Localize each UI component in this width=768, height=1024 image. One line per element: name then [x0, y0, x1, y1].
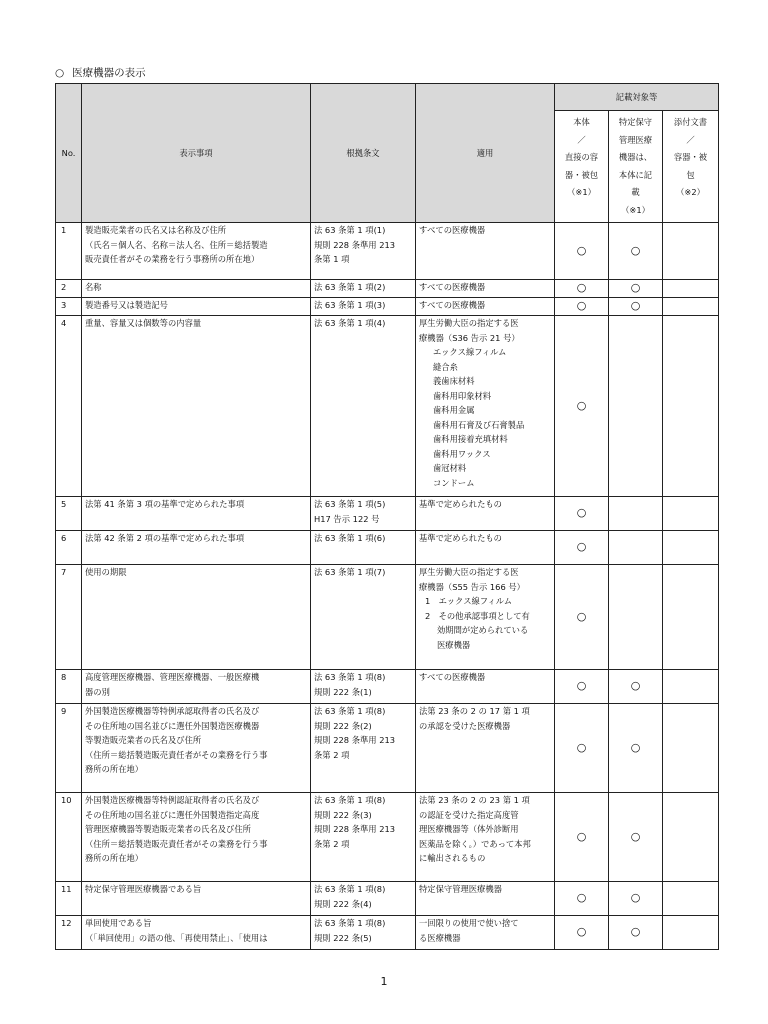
- cell-line: 管理医療機器等製造販売業者の氏名及び住所: [85, 824, 251, 834]
- row-number: 2: [56, 280, 82, 298]
- row-number: 10: [56, 793, 82, 882]
- display-item-cell: [82, 531, 311, 565]
- special-maintenance-mark: ○: [609, 223, 663, 280]
- display-item-cell: [82, 670, 311, 704]
- body-container-mark: ○: [555, 670, 609, 704]
- header-body-direct-container: [555, 111, 609, 223]
- cell-line: 一回限りの使用で使い捨て: [419, 918, 519, 928]
- special-maintenance-mark: ○: [609, 298, 663, 316]
- table-row: [56, 223, 719, 280]
- package-insert-mark: [663, 704, 719, 793]
- page-number: 1: [380, 975, 388, 988]
- body-container-mark: ○: [555, 497, 609, 531]
- cell-line: 規則 222 条(5): [314, 932, 372, 943]
- body-container-mark: ○: [555, 280, 609, 298]
- scope-cell: [416, 793, 555, 882]
- cell-line: 2 その他承認事項として有: [425, 610, 530, 621]
- legal-basis-cell: [311, 298, 416, 316]
- package-insert-mark: [663, 793, 719, 882]
- cell-line: 理医療機器等（体外診断用: [419, 824, 519, 834]
- display-item-cell: [82, 704, 311, 793]
- row-number: 1: [56, 223, 82, 280]
- row-number: 3: [56, 298, 82, 316]
- body-container-mark: ○: [555, 704, 609, 793]
- table-row: [56, 280, 719, 298]
- cell-line: 外国製造医療機器等特例認証取得者の氏名及び: [85, 795, 260, 805]
- body-container-mark: ○: [555, 223, 609, 280]
- cell-line: 包: [686, 169, 695, 180]
- cell-line: 医療機器: [437, 639, 471, 650]
- table-row: [56, 882, 719, 916]
- scope-cell: [416, 316, 555, 497]
- scope-cell: [416, 565, 555, 670]
- scope-cell: [416, 497, 555, 531]
- cell-line: 法 63 条第 1 項(8): [314, 918, 386, 928]
- cell-line: 重量、容量又は個数等の内容量: [85, 318, 202, 328]
- cell-line: すべての医療機器: [419, 282, 486, 292]
- cell-line: 器の別: [85, 686, 110, 697]
- body-container-mark: ○: [555, 565, 609, 670]
- display-item-cell: [82, 497, 311, 531]
- header-basis: 根拠条文: [311, 84, 416, 223]
- cell-line: 法第 23 条の 2 の 23 第 1 項: [419, 795, 530, 805]
- scope-cell: [416, 223, 555, 280]
- cell-line: 規則 228 条準用 213: [314, 239, 396, 250]
- cell-line: 療機器（S36 告示 21 号）: [419, 332, 520, 343]
- table-row: [56, 298, 719, 316]
- cell-line: の認証を受けた指定高度管: [419, 809, 519, 820]
- cell-line: 法 63 条第 1 項(1): [314, 225, 386, 235]
- display-item-cell: [82, 223, 311, 280]
- row-number: 8: [56, 670, 82, 704]
- cell-line: 使用の期限: [85, 567, 127, 577]
- special-maintenance-mark: ○: [609, 704, 663, 793]
- scope-cell: [416, 531, 555, 565]
- table-row: [56, 531, 719, 565]
- cell-line: 歯科用石膏及び石膏製品: [433, 419, 525, 430]
- table-row: [56, 565, 719, 670]
- cell-line: 基準で定められたもの: [419, 533, 502, 543]
- scope-cell: [416, 882, 555, 916]
- cell-line: 法第 42 条第 2 項の基準で定められた事項: [85, 533, 245, 543]
- body-container-mark: ○: [555, 882, 609, 916]
- legal-basis-cell: [311, 916, 416, 950]
- package-insert-mark: [663, 916, 719, 950]
- display-item-cell: [82, 793, 311, 882]
- cell-line: 歯冠材料: [433, 463, 467, 473]
- body-container-mark: ○: [555, 531, 609, 565]
- cell-line: 特定保守管理医療機器である旨: [85, 884, 202, 894]
- cell-line: 製造番号又は製造記号: [85, 300, 168, 310]
- cell-line: 法 63 条第 1 項(5): [314, 499, 386, 509]
- cell-line: 器・被包: [564, 169, 599, 180]
- cell-line: （※2）: [676, 187, 705, 197]
- cell-line: 厚生労働大臣の指定する医: [419, 567, 519, 577]
- cell-line: 規則 222 条(3): [314, 809, 372, 820]
- cell-line: 販売責任者がその業務を行う事務所の所在地）: [85, 254, 260, 264]
- cell-line: 条第 2 項: [314, 838, 350, 849]
- display-item-cell: [82, 565, 311, 670]
- cell-line: 機器は、: [618, 152, 653, 162]
- section-heading-text: 医療機器の表示: [72, 67, 146, 79]
- cell-line: 法 63 条第 1 項(2): [314, 282, 386, 292]
- header-special-maintenance: [609, 111, 663, 223]
- legal-basis-cell: [311, 316, 416, 497]
- cell-line: 法 63 条第 1 項(3): [314, 300, 386, 310]
- cell-line: その住所地の国名並びに選任外国製造指定高度: [85, 809, 260, 820]
- cell-line: （住所＝総括製造販売責任者がその業務を行う事: [85, 749, 268, 760]
- cell-line: 本体に記: [618, 169, 653, 180]
- scope-cell: [416, 704, 555, 793]
- body-container-mark: ○: [555, 316, 609, 497]
- section-heading: [55, 66, 146, 80]
- header-scope: 適用: [416, 84, 555, 223]
- display-item-cell: [82, 882, 311, 916]
- display-item-cell: [82, 916, 311, 950]
- cell-line: 歯科用接着充填材料: [433, 434, 508, 444]
- cell-line: 法第 41 条第 3 項の基準で定められた事項: [85, 499, 245, 509]
- cell-line: 1 エックス線フィルム: [425, 596, 513, 606]
- special-maintenance-mark: [609, 565, 663, 670]
- legal-basis-cell: [311, 704, 416, 793]
- cell-line: 法 63 条第 1 項(6): [314, 533, 386, 543]
- legal-basis-cell: [311, 882, 416, 916]
- cell-line: 法 63 条第 1 項(8): [314, 672, 386, 682]
- cell-line: 基準で定められたもの: [419, 499, 502, 509]
- table-row: [56, 316, 719, 497]
- cell-line: 務所の所在地）: [85, 853, 144, 863]
- table-row: [56, 497, 719, 531]
- special-maintenance-mark: ○: [609, 280, 663, 298]
- cell-line: 外国製造医療機器等特例承認取得者の氏名及び: [85, 706, 260, 716]
- row-number: 6: [56, 531, 82, 565]
- display-item-cell: [82, 280, 311, 298]
- cell-line: 務所の所在地）: [85, 764, 144, 774]
- cell-line: （※1）: [621, 204, 650, 215]
- package-insert-mark: [663, 280, 719, 298]
- cell-line: （住所＝総括製造販売責任者がその業務を行う事: [85, 838, 268, 849]
- legal-basis-cell: [311, 497, 416, 531]
- cell-line: ／: [577, 134, 586, 145]
- cell-line: 厚生労働大臣の指定する医: [419, 318, 519, 328]
- body-container-mark: ○: [555, 298, 609, 316]
- package-insert-mark: [663, 670, 719, 704]
- package-insert-mark: [663, 316, 719, 497]
- row-number: 12: [56, 916, 82, 950]
- legal-basis-cell: [311, 280, 416, 298]
- cell-line: 歯科用印象材料: [433, 390, 492, 401]
- cell-line: 容器・被: [673, 152, 708, 162]
- row-number: 7: [56, 565, 82, 670]
- cell-line: 高度管理医療機器、管理医療機器、一般医療機: [85, 672, 260, 682]
- table-row: [56, 670, 719, 704]
- cell-line: 規則 222 条(2): [314, 720, 372, 731]
- cell-line: 規則 228 条準用 213: [314, 824, 396, 834]
- special-maintenance-mark: ○: [609, 882, 663, 916]
- cell-line: 製造販売業者の氏名又は名称及び住所: [85, 225, 227, 235]
- header-package-insert: [663, 111, 719, 223]
- cell-line: その住所地の国名並びに選任外国製造医療機器: [85, 720, 260, 731]
- cell-line: 等製造販売業者の氏名及び住所: [85, 735, 202, 745]
- legal-basis-cell: [311, 223, 416, 280]
- cell-line: 法 63 条第 1 項(8): [314, 884, 386, 894]
- scope-cell: [416, 916, 555, 950]
- package-insert-mark: [663, 223, 719, 280]
- cell-line: る医療機器: [419, 932, 461, 943]
- cell-line: H17 告示 122 号: [314, 513, 380, 524]
- special-maintenance-mark: ○: [609, 793, 663, 882]
- special-maintenance-mark: ○: [609, 916, 663, 950]
- cell-line: （※1）: [567, 187, 596, 197]
- cell-line: 規則 222 条(1): [314, 686, 372, 697]
- cell-line: の承認を受けた医療機器: [419, 720, 511, 731]
- special-maintenance-mark: [609, 531, 663, 565]
- package-insert-mark: [663, 882, 719, 916]
- special-maintenance-mark: ○: [609, 670, 663, 704]
- cell-line: 法第 23 条の 2 の 17 第 1 項: [419, 706, 530, 716]
- cell-line: 医薬品を除く。）であって本邦: [419, 838, 531, 849]
- cell-line: 条第 2 項: [314, 749, 350, 760]
- special-maintenance-mark: [609, 497, 663, 531]
- legal-basis-cell: [311, 670, 416, 704]
- cell-line: すべての医療機器: [419, 672, 486, 682]
- scope-cell: [416, 298, 555, 316]
- cell-line: 療機器（S55 告示 166 号）: [419, 581, 525, 592]
- cell-line: 載: [631, 187, 640, 197]
- cell-line: 法 63 条第 1 項(8): [314, 706, 386, 716]
- cell-line: 直接の容: [564, 152, 599, 162]
- cell-line: 添付文書: [673, 117, 708, 127]
- cell-line: 管理医療: [618, 134, 653, 145]
- header-item: 表示事項: [82, 84, 311, 223]
- row-number: 4: [56, 316, 82, 497]
- display-item-cell: [82, 298, 311, 316]
- cell-line: 条第 1 項: [314, 254, 350, 264]
- cell-line: コンドーム: [433, 477, 475, 488]
- package-insert-mark: [663, 497, 719, 531]
- legal-basis-cell: [311, 565, 416, 670]
- cell-line: すべての医療機器: [419, 225, 486, 235]
- package-insert-mark: [663, 565, 719, 670]
- cell-line: （氏名＝個人名、名称＝法人名、住所＝総括製造: [85, 239, 268, 250]
- cell-line: 本体: [573, 117, 590, 127]
- package-insert-mark: [663, 531, 719, 565]
- body-container-mark: ○: [555, 793, 609, 882]
- row-number: 5: [56, 497, 82, 531]
- cell-line: 縫合糸: [433, 361, 458, 372]
- scope-cell: [416, 670, 555, 704]
- scope-cell: [416, 280, 555, 298]
- table-row: [56, 793, 719, 882]
- cell-line: 法 63 条第 1 項(4): [314, 318, 386, 328]
- circle-bullet: ○: [55, 67, 65, 79]
- row-number: 9: [56, 704, 82, 793]
- package-insert-mark: [663, 298, 719, 316]
- cell-line: 歯科用ワックス: [433, 448, 491, 459]
- cell-line: ／: [686, 134, 695, 145]
- cell-line: エックス線フィルム: [433, 347, 507, 357]
- cell-line: 単回使用である旨: [85, 918, 152, 928]
- legal-basis-cell: [311, 531, 416, 565]
- cell-line: 効期間が定められている: [437, 625, 529, 635]
- cell-line: に輸出されるもの: [419, 853, 486, 863]
- legal-basis-cell: [311, 793, 416, 882]
- table-body: [56, 223, 719, 950]
- cell-line: 名称: [85, 282, 102, 292]
- cell-line: 特定保守: [618, 117, 653, 127]
- cell-line: 特定保守管理医療機器: [419, 884, 502, 894]
- body-container-mark: ○: [555, 916, 609, 950]
- header-no: No.: [56, 84, 82, 223]
- cell-line: 規則 222 条(4): [314, 898, 372, 909]
- cell-line: すべての医療機器: [419, 300, 486, 310]
- cell-line: （「単回使用」の語の他、「再使用禁止」、「使用は: [85, 932, 268, 943]
- cell-line: 歯科用金属: [433, 405, 475, 415]
- cell-line: 法 63 条第 1 項(8): [314, 795, 386, 805]
- row-number: 11: [56, 882, 82, 916]
- table-row: [56, 916, 719, 950]
- display-items-table: [55, 83, 719, 950]
- display-item-cell: [82, 316, 311, 497]
- table-row: [56, 704, 719, 793]
- special-maintenance-mark: [609, 316, 663, 497]
- cell-line: 義歯床材料: [433, 376, 475, 386]
- cell-line: 規則 228 条準用 213: [314, 735, 396, 745]
- cell-line: 法 63 条第 1 項(7): [314, 567, 386, 577]
- header-target-group: 記載対象等: [555, 84, 719, 111]
